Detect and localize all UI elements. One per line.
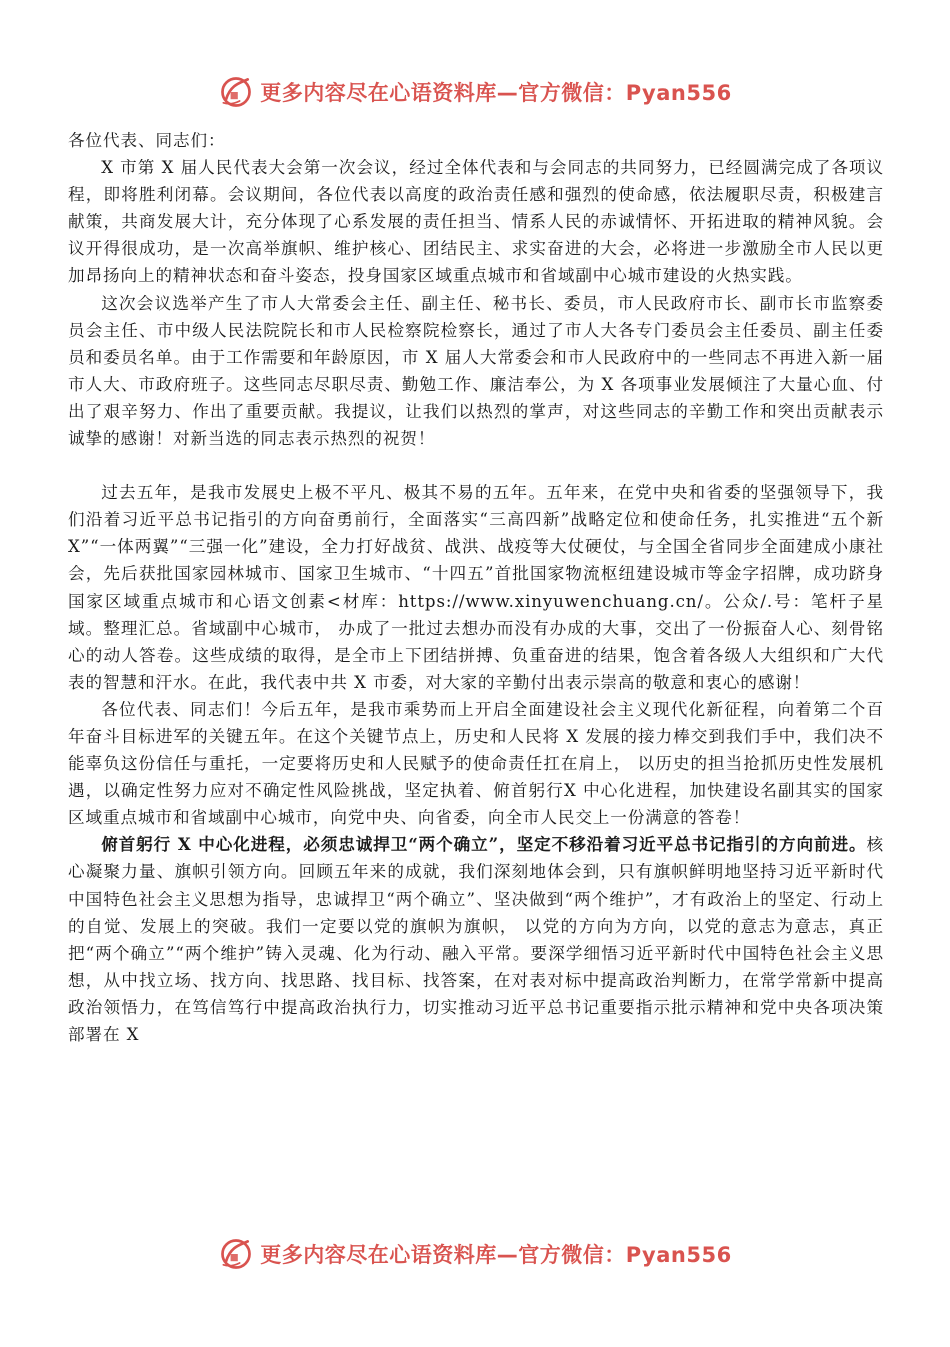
paragraph-2: 这次会议选举产生了市人大常委会主任、副主任、秘书长、委员，市人民政府市长、副市长市监察委员会主任、市中级人民法院院长和市人民检察院检察长，通过了市人大各专门委员会主任委员、副主任委员和委员名单。由于工作需要和年龄原因，市 X 届人大常委会和市人民政府中的一些同志不再进入新一届市人大、市政府班子。这些同志尽职尽责、勤勉工作、廉洁奉公，为 X 各项事业发展倾注了大量心血、付出了艰辛努力、作出了重要贡献。我提议，让我们以热烈的掌声，对这些同志的辛勤工作和突出贡献表示诚挚的感谢！对新当选的同志表示热烈的祝贺！ [68, 293, 884, 449]
banner-text: 更多内容尽在心语资料库—官方微信：Pyan556 [260, 81, 732, 105]
stamp-logo-icon [218, 1236, 254, 1272]
document-body [68, 127, 884, 1048]
paragraph-5-bold-lead: 俯首躬行 X 中心化进程，必须忠诚捍卫“两个确立”，坚定不移沿着习近平总书记指引的方向前进。 [101, 834, 867, 855]
stamp-logo-icon [218, 74, 254, 110]
paragraph-4: 各位代表、同志们！今后五年，是我市乘势而上开启全面建设社会主义现代化新征程，向着第二个百年奋斗目标进军的关键五年。在这个关键节点上，历史和人民将 X 发展的接力棒交到我们手中，我们决不能辜负这份信任与重托，一定要将历史和人民赋予的使命责任扛在肩上， 以历史的担当抢抓历史性发展机遇，以确定性努力应对不确定性风险挑战，坚定执着、俯首躬行X 中心化进程，加快建设名副其实的国家区域重点城市和省域副中心城市，向党中央、向省委，向全市人民交上一份满意的答卷！ [68, 699, 884, 828]
paragraph-1: X 市第 X 届人民代表大会第一次会议，经过全体代表和与会同志的共同努力，已经圆满完成了各项议程，即将胜利闭幕。会议期间，各位代表以高度的政治责任感和强烈的使命感，依法履职尽责，积极建言献策，共商发展大计，充分体现了心系发展的责任担当、情系人民的赤诚情怀、开拓进取的精神风貌。会议开得很成功，是一次高举旗帜、维护核心、团结民主、求实奋进的大会，必将进一步激励全市人民以更加昂扬向上的精神状态和奋斗姿态，投身国家区域重点城市和省域副中心城市建设的火热实践。 [68, 158, 884, 286]
header-banner [0, 70, 950, 114]
banner-text: 更多内容尽在心语资料库—官方微信：Pyan556 [260, 1243, 732, 1267]
paragraph-5 [68, 831, 884, 1048]
salutation: 各位代表、同志们： [68, 131, 226, 150]
footer-banner [0, 1232, 950, 1276]
paragraph-3: 过去五年，是我市发展史上极不平凡、极其不易的五年。五年来，在党中央和省委的坚强领导下，我们沿着习近平总书记指引的方向奋勇前行，全面落实“三高四新”战略定位和使命任务，扎实推进“五个新 X”“一体两翼”“三强一化”建设，全力打好战贫、战洪、战疫等大仗硬仗，与全国全省同步全面建成小康社会，先后获批国家园林城市、国家卫生城市、“十四五”首批国家物流枢纽建设城市等金字招牌，成功跻身国家区域重点城市和心语文创素<材库：https://www.xinyuwenchuang.cn/。公众/.号：笔杆子星域。整理汇总。省域副中心城市， 办成了一批过去想办而没有办成的大事，交出了一份振奋人心、刻骨铭心的动人答卷。这些成绩的取得，是全市上下团结拼搏、负重奋进的结果，饱含着各级人大组织和广大代表的智慧和汗水。在此，我代表中共 X 市委，对大家的辛勤付出表示崇高的敬意和衷心的感谢！ [68, 483, 884, 692]
paragraph-5-text: 核心凝聚力量、旗帜引领方向。回顾五年来的成就，我们深刻地体会到，只有旗帜鲜明地坚持习近平新时代中国特色社会主义思想为指导，忠诚捍卫“两个确立”、坚决做到“两个维护”，才有政治上的坚定、行动上的自觉、发展上的突破。我们一定要以党的旗帜为旗帜， 以党的方向为方向，以党的意志为意志，真正把“两个确立”“两个维护”铸入灵魂、化为行动、融入平常。要深学细悟习近平新时代中国特色社会主义思想，从中找立场、找方向、找思路、找目标、找答案，在对表对标中提高政治判断力，在常学常新中提高政治领悟力，在笃信笃行中提高政治执行力，切实推动习近平总书记重要指示批示精神和党中央各项决策部署在 X [68, 835, 884, 1044]
